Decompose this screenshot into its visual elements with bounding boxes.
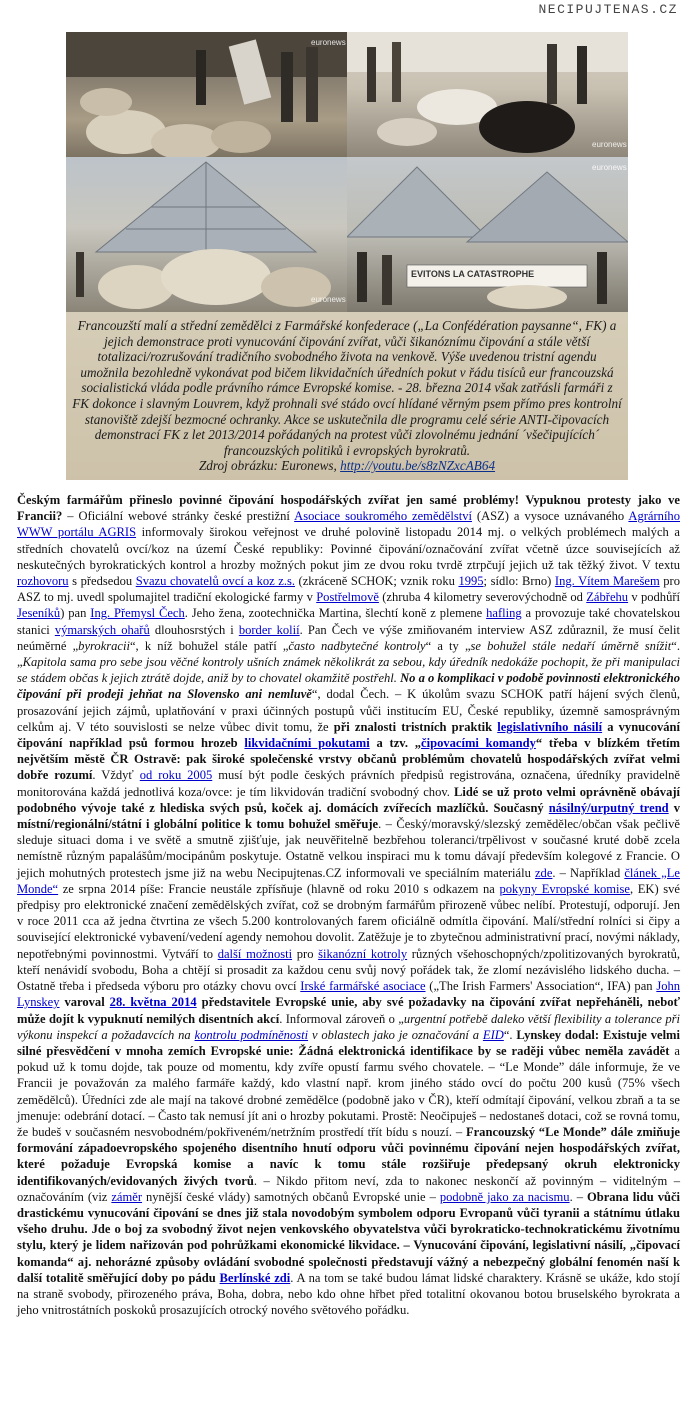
text: – Oficiální webové stránky české prestižní <box>62 509 295 524</box>
site-header: NECIPUJTENAS.CZ <box>538 2 678 17</box>
link-rozhovor[interactable]: rozhovoru <box>17 574 69 589</box>
link-zamer[interactable]: záměr <box>111 1189 143 1204</box>
italic-quote: byrokracii <box>78 638 130 653</box>
text: (zkráceně SCHOK; vznik roku <box>294 574 459 589</box>
photo-panel-sheep-indoor <box>66 32 347 157</box>
article-lead: Českým farmářům přineslo povinné čipování hospodářských zvířat jen samé problémy! Vypuknou protesty jako ve Francii? <box>17 493 680 524</box>
text: . – Například <box>552 865 625 880</box>
bold-text: při znalosti tristních praktik <box>333 719 498 734</box>
link-kontrola-podminenosti[interactable]: kontrolu podmíněnosti <box>194 1027 309 1042</box>
figure-caption-box <box>66 312 628 480</box>
link-mares[interactable]: Ing. Vítem Marešem <box>554 574 660 589</box>
link-od-roku-2005[interactable]: od roku 2005 <box>139 768 213 783</box>
text: („The Irish Farmers' Association“, IFA) pan <box>425 979 657 994</box>
italic-text: v oblastech jako je označování a <box>308 1027 483 1042</box>
bold-text: v místní/regionální/státní i globální politice k tomu bohužel směřuje <box>17 800 680 832</box>
link-1995[interactable]: 1995 <box>458 574 484 589</box>
text: a pokud už k tomu dojde, tak pouze od momentu, kdy zvíře opustí farmu svého chovatele. – “Le Monde” dále informuje, že ve Francii je považován za malého farmáře každý, kdo vlastní např. krom jiného stádo ovcí do počtu 200 kusů (75% všech zemědělců). Úředníci zde ale mají na takové drobné zemědělce (podobně jako v ČR), kteří odmítají čipování, velkou zbraň a ta se jmenuje: odebrání dotací. – Často tak nemusí jít ani o hrozby pokutami. Prostě: Neočipuješ – nedostaneš dotaci, což se rovná tomu, že budeš v současném nesvobodném/pokřiveném/netržním prostředí třít bídu s nouzí. – <box>17 1043 680 1139</box>
text: ) pan <box>60 606 91 621</box>
bold-text: “ třeba v blízkém třetím největším městě ČR Ostravě: pak široké společenské vrstvy občanů problémům chovatelů hospodářských zvířat velmi dobře rozumí <box>17 736 680 783</box>
caption-source: Zdroj obrázku: Euronews, <box>198 458 341 474</box>
euronews-watermark: euronews <box>592 140 627 149</box>
link-border-kolie[interactable]: border kolií <box>238 622 300 637</box>
bold-text: Lidé se už proto velmi oprávněně obávají podobného vývoje také z hlediska svých psů, koček aj. domácích zvířecích mazlíčků. Současný <box>17 784 681 815</box>
text: pro ASZ to mj. uvedl spolumajitel tradiční ekologické farmy v <box>17 574 680 605</box>
bold-text: Lynskey dodal: Existuje velmi silné přesvědčení v mnoha zemích Evropské unie: Žádná elektronická identifikace by se raději vůbec neměla zavádět <box>17 1027 680 1058</box>
text: . Pan Čech ve výše zmiňovaném interview ASZ zdůraznil, že musí čelit neúměrné „ <box>17 622 680 653</box>
figure-caption <box>72 318 622 474</box>
text: v podhůří <box>628 590 681 605</box>
link-schok[interactable]: Svazu chovatelů ovcí a koz z.s. <box>135 574 295 589</box>
text: . – Nikdo přitom neví, zda to nakonec neskončí až povinným – viditelným – označováním (viz <box>17 1173 680 1204</box>
link-cech[interactable]: Ing. Přemysl Čech <box>90 606 185 621</box>
text: “. <box>503 1027 517 1042</box>
link-dalsi-moznosti[interactable]: další možnosti <box>217 946 293 961</box>
link-oharu[interactable]: výmarských ohařů <box>54 622 150 637</box>
bold-text: varoval <box>59 995 110 1010</box>
bold-text: představitele Evropské unie, aby své požadavky na čipování zvířat nepřeháněli, neboť může dojít k vypuknutí nemilých disentních akcí <box>17 995 681 1026</box>
text: . – <box>569 1189 587 1204</box>
link-pokyny-ek[interactable]: pokyny Evropské komise <box>499 881 630 896</box>
text: . Informoval zároveň o „ <box>279 1011 404 1026</box>
black-sheep-drawing <box>347 32 628 157</box>
euronews-photo-collage <box>66 32 628 480</box>
youtube-source-link[interactable]: http://youtu.be/s8zNZxcAB64 <box>340 458 496 474</box>
link-28-kvetna-2014[interactable]: 28. května 2014 <box>109 995 197 1010</box>
link-ifa[interactable]: Irské farmářské asociace <box>300 979 426 994</box>
link-hafling[interactable]: hafling <box>486 606 522 621</box>
text: . – Český/moravský/slezský zemědělec/občan však pečlivě sleduje situaci doma i ve světě a smutně zjišťuje, jak neuvěřitelně bezbřehou toleranci/trpělivost v současné kruté době zcela nemístně různým papalášům/mocipánům poskytuje. Ostatně velkou inspiraci mu k tomu dávají především kolegové z Francie. O jejich mohutných protestech jsme již na webu Necipujtenas.CZ informovali ve speciálním materiálu <box>17 817 680 880</box>
italic-quote: Kapitola sama pro sebe jsou věčné kontroly ušních známek několikrát za sebou, kdy úředník nedokáže pochopit, že při manipulaci se stádem občas k jejich ztrátě dojde, aniž by to chovatel okamžitě postřehl. <box>17 655 680 686</box>
text: pro <box>292 946 319 961</box>
article-body <box>17 492 680 1318</box>
text: . A na tom se také budou lámat lidské charaktery. Krásně se ukáže, kdo stojí na straně svobody, přirozeného práva, Boha, dobra, nebo kdo ohne hřbet před totalitní okovanou botou bruselského byrokrata a jeho vnitrostátních poskoků prosazujících otrocký nového světového pořádku. <box>17 1270 680 1318</box>
euronews-watermark: euronews <box>311 295 346 304</box>
bold-text: Francouzský “Le Monde” dále zmiňuje formování západoevropského spojeného disentního hnutí odporu vůči povinnému čipování nejen hospodářských zvířat, které požaduje Evropská komise a navíc k tomu stále rozšiřuje předepsaný okruh elektronicky identifikovaných/evidovaných živých tvorů <box>17 1124 680 1188</box>
italic-quote: se bohužel stále nedaří úměrně snížit <box>470 638 672 653</box>
text: různých všehoschopných/zpolitizovaných byrokratů, kteří nenávidí svobodu, Boha a chtějí si prosadit za každou cenu svůj nový pořádek tak, že zlomí nezávislého lidského ducha. – Ostatně třeba i předseda výboru pro otázky chovu ovcí <box>17 946 681 994</box>
text: (ASZ) a vysoce uznávaného <box>471 509 629 524</box>
euronews-watermark: euronews <box>311 38 346 47</box>
link-legislativni-nasili[interactable]: legislativního násilí <box>497 719 603 734</box>
link-agris[interactable]: Agrárního WWW portálu AGRIS <box>17 509 680 540</box>
text: “, dodal Čech. – K úkolům svazu SCHOK patří hájení svých členů, prosazování jejich zájmů, uplatňování v praxi účinných postupů vůči institucím EU, České republiky, územně samosprávným celkům aj. V této souvislosti se nelze vůbec divit tomu, že <box>17 687 680 734</box>
link-sikanozni-kotroly[interactable]: šikanózní kotroly <box>318 946 408 961</box>
text: a provozuje také chovatelskou stanici <box>17 606 680 637</box>
text: . Vždyť <box>92 768 140 783</box>
link-eid[interactable]: EID <box>482 1027 504 1042</box>
louvre-pyramid-drawing <box>66 157 347 312</box>
text: “. „ <box>17 638 681 670</box>
photo-panel-louvre-pyramid-sheep <box>66 157 347 312</box>
link-le-monde-clanek[interactable]: článek „Le Monde“ <box>17 865 680 896</box>
text: . Jeho žena, zootechnička Martina, šlechtí koně z plemene <box>184 606 487 621</box>
caption-text: Francouzští malí a střední zemědělci z Farmářské konfederace („La Confédération paysanne“, FK) a jejich demonstrace proti vynucování čipování zvířat, vůči šikanóznímu čipování a stále větší totalizaci/rozrušování tradičního svobodného života na venkově. Výše uvedenou tristní agendu umožnila bezohledně vykonávat pod bičem likvidačních úředních pokut v řádu tisíců eur francouzská socialistická vláda podle právního rámce Evropské komise. - 28. března 2014 však zatřásli farmáři z FK dokonce i slavným Louvrem, když prohnali své stádo ovcí hlídané věrným psem přímo pres kontrolní stanoviště zdejší bezmocné ochranky. Akce se uskutečnila dle programu celé série ANTI-čipovacích demonstrací FK z let 2013/2014 pořádaných na protest vůči zlovolnému jednání ´všečipujících´ francouzských politiků i evropských byrokratů. <box>72 318 622 458</box>
link-nasilny-trend[interactable]: násilný/urputný trend <box>548 800 669 815</box>
bold-text: Obrana lidu vůči drastickému vynucování čipování se dnes již stala novodobým symbolem odporu Evropanů vůči tyranii a státnímu útlaku všeho druhu. Jde o boj za svobodný život nejen venkovského obyvatelstva vůči byrokraticko-technokratickému životnímu stylu, který je lidem nařizován pod pohrůžkami ekonomické likvidace. – Vynucování čipování, legislativní násilí, „čipovací komanda“ aj. nehorázné způsoby ovládání svobodné společnosti představují vážný a nebezpečný globální fenomén naší k další totalitě směřující doby po pádu <box>17 1189 680 1285</box>
italic-quote: často nadbytečné kontroly <box>288 638 426 653</box>
text: (zhruba 4 kilometry severovýchodně od <box>378 590 587 605</box>
text: ze srpna 2014 píše: Francie neustále zpřísňuje (hlavně od roku 2010 s odkazem na <box>58 881 500 896</box>
link-cipovaci-komanda[interactable]: čipovacími komandy <box>421 736 536 751</box>
text: musí být podle českých právních předpisů registrována, označena, úředníky pravidelně monitorována každá jednotlivá koza/ovce: je tím likvidován tradiční svobodný chov. <box>17 768 680 799</box>
protest-banner: EVITONS LA CATASTROPHE <box>411 269 535 279</box>
link-berlinska-zed[interactable]: Berlínské zdi <box>219 1270 291 1285</box>
text: informovaly širokou veřejnost ve druhé polovině listopadu 2014 mj. o velkých problémech malých a středních chovatelů ovcí/koz na území České republiky: Povinné čipování/označování zvířat včetně úzce souvisejících až neskutečných byrokratických kontrol a hrozby možných pokut jim ze dvou roku tvrdě ztrpčují jejich už tak těžký život. V textu <box>17 525 680 572</box>
link-postrelmov[interactable]: Postřelmově <box>316 590 379 605</box>
text: , EK) své předpisy pro elektronické značení zemědělských zvířat, což se drobným farmářům přirozeně vůbec nelíbí. Protestují, odporují. Jen v roce 2011 cca až jedna čtvrtina ze všech 5.200 kontrolovaných farem oficiálně odmítla čipování. Malí/střední rolníci si čipy a související elektronické vybavení/vedení agendy nemohou dovolit. Zatěžuje je to zbytečnou administrativní prací, novými náklady, nepotřebnými povinnostmi. Vytváří to <box>17 881 680 961</box>
protest-drawing <box>347 157 628 312</box>
link-zde[interactable]: zde <box>534 865 553 880</box>
text: “ a ty „ <box>425 638 471 653</box>
text: “, k níž bohužel stále patří „ <box>129 638 289 653</box>
bold-text: a vynucování čipování například psů formou hrozeb <box>17 719 681 751</box>
photo-panel-black-sheep <box>347 32 628 157</box>
photo-panel-protest-banner <box>347 157 628 312</box>
link-asz[interactable]: Asociace soukromého zemědělství <box>294 509 472 524</box>
italic-text: urgentní potřebě daleko větší flexibility a tolerance při výkonu inspekcí a požadavcích na <box>17 1011 680 1042</box>
text: s předsedou <box>68 574 136 589</box>
euronews-watermark: euronews <box>592 163 627 172</box>
text: ; sídlo: Brno) <box>483 574 555 589</box>
bold-italic-quote: No a o komplikaci v podobě povinnosti elektronického čipování při prodeji jehňat na Slovensko ani nemluvě <box>17 671 680 702</box>
link-likvidacni-pokuty[interactable]: likvidačními pokutami <box>244 736 370 751</box>
link-john-lynskey[interactable]: John Lynskey <box>17 979 681 1010</box>
text: nynější české vlády) samotných občanů Evropské unie – <box>142 1189 440 1204</box>
sheep-indoor-drawing <box>66 32 347 157</box>
text: dlouhosrstých i <box>149 622 239 637</box>
link-zabreh[interactable]: Zábřehu <box>586 590 629 605</box>
bold-text: a tzv. „ <box>369 736 422 751</box>
link-jeseniky[interactable]: Jeseníků <box>17 606 61 621</box>
link-nacismus[interactable]: podobně jako za nacismu <box>439 1189 570 1204</box>
